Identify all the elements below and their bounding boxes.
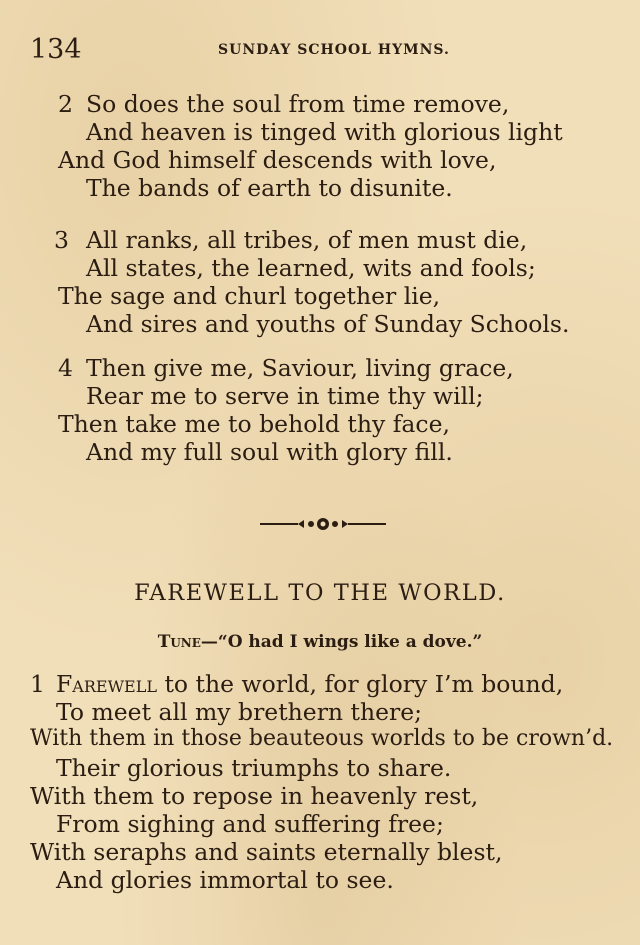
stanza-number: 2 [58, 90, 73, 118]
tune-label: Tune— [157, 632, 218, 652]
verse-line: From sighing and suffering free; [56, 810, 444, 838]
verse-line: And glories immortal to see. [56, 866, 394, 894]
verse-line: All ranks, all tribes, of men must die, [86, 226, 528, 254]
page-number: 134 [30, 34, 82, 65]
tune-line [0, 632, 640, 652]
stanza-number: 1 [30, 670, 45, 698]
verse-line: And my full soul with glory fill. [86, 438, 453, 466]
verse-line: With them in those beauteous worlds to be crown’d. [30, 726, 614, 751]
verse-line: With them to repose in heavenly rest, [30, 782, 479, 810]
verse-line: With seraphs and saints eternally blest, [30, 838, 503, 866]
verse-line: And God himself descends with love, [58, 146, 497, 174]
verse-line: And heaven is tinged with glorious light [86, 118, 563, 146]
page-header [30, 34, 610, 68]
first-word: Farewell [56, 670, 157, 698]
verse-line: The sage and churl together lie, [58, 282, 441, 310]
verse-line [56, 670, 563, 698]
tune-name: “O had I wings like a dove.” [217, 632, 483, 652]
verse-line-rest: to the world, for glory I’m bound, [164, 670, 564, 698]
verse-line: And sires and youths of Sunday Schools. [86, 310, 570, 338]
verse-line: Their glorious triumphs to share. [56, 754, 452, 782]
running-title: SUNDAY SCHOOL HYMNS. [218, 42, 450, 58]
stanza-number: 3 [54, 226, 69, 254]
verse-line: Then take me to behold thy face, [58, 410, 450, 438]
verse-line: To meet all my brethern there; [56, 698, 423, 726]
stanza-number: 4 [58, 354, 73, 382]
verse-line: All states, the learned, wits and fools; [86, 254, 536, 282]
hymn-title: FAREWELL TO THE WORLD. [134, 580, 506, 606]
verse-line: Rear me to serve in time thy will; [86, 382, 484, 410]
verse-line: Then give me, Saviour, living grace, [86, 354, 514, 382]
verse-line: The bands of earth to disunite. [86, 174, 453, 202]
verse-line: So does the soul from time remove, [86, 90, 510, 118]
divider-ornament-icon [258, 514, 388, 534]
